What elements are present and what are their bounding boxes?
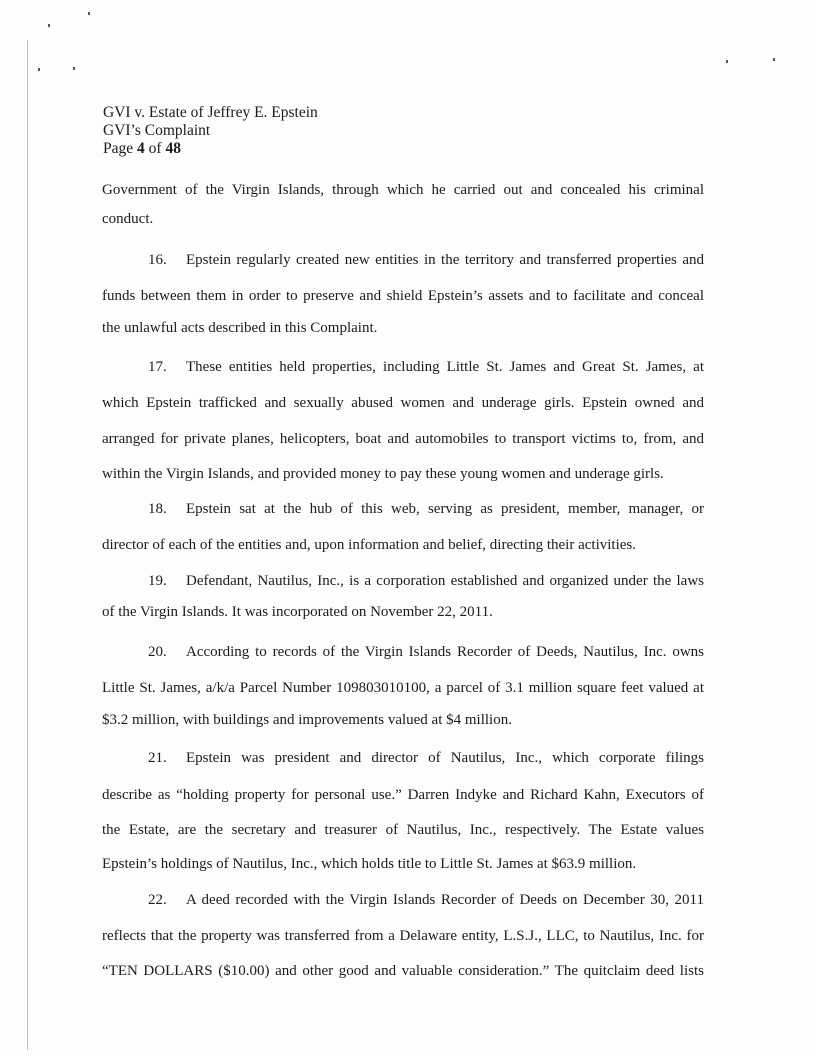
paragraph-number: 20.	[148, 644, 167, 660]
body-line: director of each of the entities and, upon information and belief, directing their activities.	[102, 537, 636, 553]
case-title: GVI v. Estate of Jeffrey E. Epstein	[103, 104, 318, 121]
paragraph-17-first-line: 17. These entities held properties, including Little St. James and Great St. James, at	[148, 359, 704, 375]
page-total: 48	[165, 140, 181, 157]
page-current: 4	[137, 140, 145, 157]
paragraph-number: 17.	[148, 359, 167, 375]
scan-speck	[73, 67, 75, 70]
body-line: Little St. James, a/k/a Parcel Number 109803010100, a parcel of 3.1 million square feet valued at	[102, 680, 704, 696]
paragraph-21-first-line: 21. Epstein was president and director of Nautilus, Inc., which corporate filings	[148, 750, 704, 766]
body-line: arranged for private planes, helicopters, boat and automobiles to transport victims to, from, and	[102, 431, 704, 447]
body-line: conduct.	[102, 211, 154, 227]
body-line: the unlawful acts described in this Complaint.	[102, 320, 378, 336]
body-line: the Estate, are the secretary and treasurer of Nautilus, Inc., respectively. The Estate values	[102, 822, 704, 838]
scan-speck	[773, 58, 775, 61]
body-line: $3.2 million, with buildings and improvements valued at $4 million.	[102, 712, 512, 728]
body-line: reflects that the property was transferred from a Delaware entity, L.S.J., LLC, to Nautilus, Inc. for	[102, 928, 704, 944]
paragraph-20-first-line: 20. According to records of the Virgin Islands Recorder of Deeds, Nautilus, Inc. owns	[148, 644, 704, 660]
body-line: “TEN DOLLARS ($10.00) and other good and valuable consideration.” The quitclaim deed lists	[102, 963, 704, 979]
document-header	[103, 104, 318, 158]
paragraph-18-first-line: 18. Epstein sat at the hub of this web, serving as president, member, manager, or	[148, 501, 704, 517]
body-line: describe as “holding property for personal use.” Darren Indyke and Richard Kahn, Executors of	[102, 787, 704, 803]
paragraph-number: 16.	[148, 252, 167, 268]
body-line: funds between them in order to preserve and shield Epstein’s assets and to facilitate and conceal	[102, 288, 704, 304]
paragraph-number: 19.	[148, 573, 167, 589]
scan-speck	[726, 60, 728, 63]
paragraph-19-first-line: 19. Defendant, Nautilus, Inc., is a corporation established and organized under the laws	[148, 573, 704, 589]
paragraph-22-first-line: 22. A deed recorded with the Virgin Islands Recorder of Deeds on December 30, 2011	[148, 892, 704, 908]
page-indicator: Page 4 of 48	[103, 140, 181, 157]
scan-margin-line	[27, 40, 28, 1050]
body-line: which Epstein trafficked and sexually abused women and underage girls. Epstein owned and	[102, 395, 704, 411]
scan-speck	[48, 24, 50, 27]
body-line: Epstein’s holdings of Nautilus, Inc., which holds title to Little St. James at $63.9 million.	[102, 856, 637, 872]
body-line: of the Virgin Islands. It was incorporated on November 22, 2011.	[102, 604, 493, 620]
paragraph-number: 22.	[148, 892, 167, 908]
body-line: within the Virgin Islands, and provided money to pay these young women and underage girls.	[102, 466, 664, 482]
paragraph-number: 18.	[148, 501, 167, 517]
doc-title: GVI’s Complaint	[103, 122, 211, 139]
scan-speck	[88, 12, 90, 15]
body-line: Government of the Virgin Islands, through which he carried out and concealed his criminal	[102, 182, 704, 198]
paragraph-number: 21.	[148, 750, 167, 766]
scan-speck	[38, 68, 40, 71]
paragraph-16-first-line: 16. Epstein regularly created new entities in the territory and transferred properties and	[148, 252, 704, 268]
